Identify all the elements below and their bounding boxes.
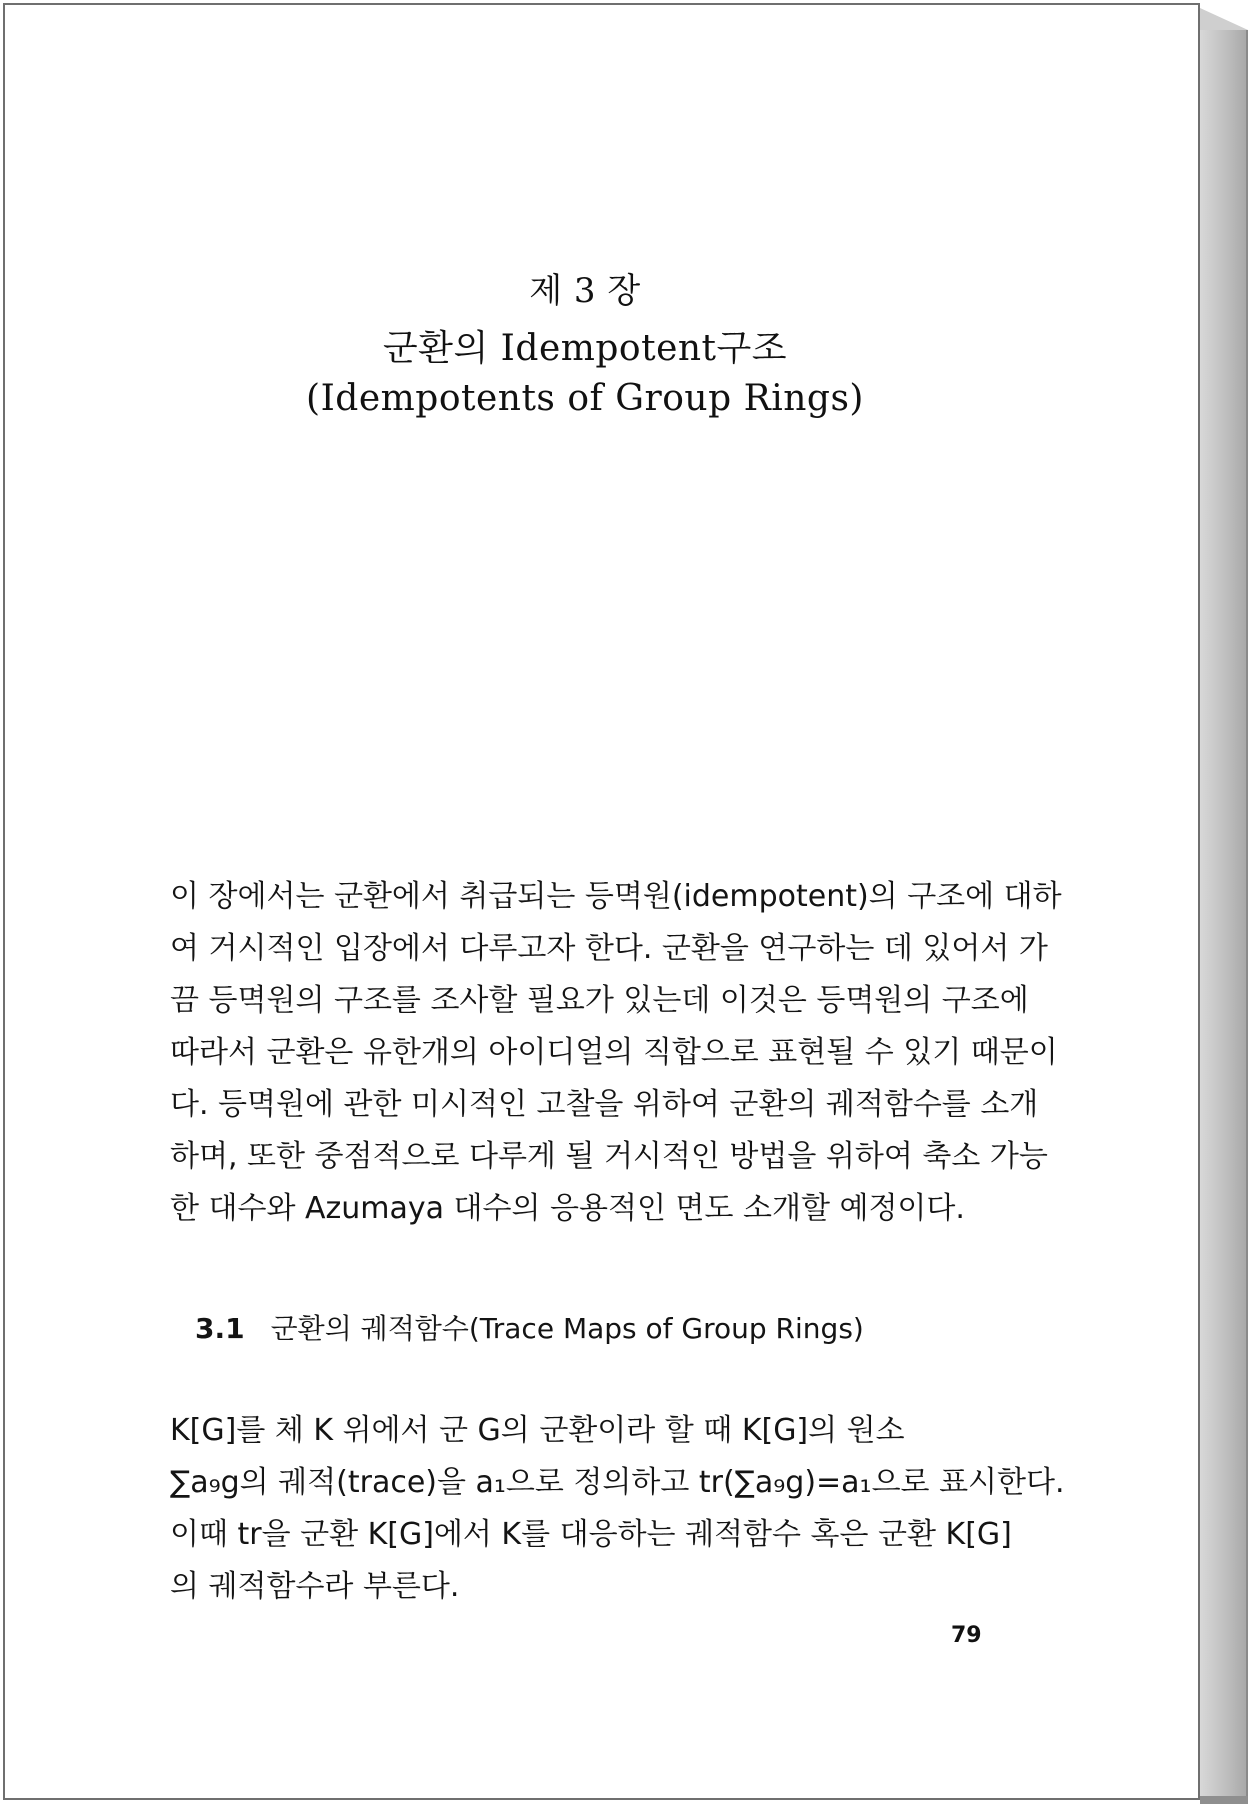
section-heading [195,1307,864,1347]
chapter-number: 제 3 장 [529,271,641,311]
section-line: 의 궤적함수라 부른다. [170,1569,460,1604]
page-stack-bottom [1200,1796,1248,1804]
intro-line: 한 대수와 Azumaya 대수의 응용적인 면도 소개할 예정이다. [170,1191,965,1226]
intro-line: 여 거시적인 입장에서 다루고자 한다. 군환을 연구하는 데 있어서 가 [170,931,1048,966]
intro-line: 끔 등멱원의 구조를 조사할 필요가 있는데 이것은 등멱원의 구조에 [170,983,1029,1018]
intro-line: 이 장에서는 군환에서 취급되는 등멱원(idempotent)의 구조에 대하 [170,879,1062,914]
chapter-title: 군환의 Idempotent구조 [382,328,788,369]
section-title: 군환의 궤적함수(Trace Maps of Group Rings) [270,1312,864,1345]
section-line: 이때 tr을 군환 K[G]에서 K를 대응하는 궤적함수 혹은 군환 K[G] [170,1517,1012,1552]
section-paragraph [170,1405,1065,1613]
page-edge-top [1200,8,1248,30]
section-line: K[G]를 체 K 위에서 군 G의 군환이라 할 때 K[G]의 원소 [170,1413,905,1448]
chapter-subtitle: (Idempotents of Group Rings) [306,378,864,419]
intro-line: 따라서 군환은 유한개의 아이디얼의 직합으로 표현될 수 있기 때문이 [170,1035,1058,1070]
section-line: ∑a₉g의 궤적(trace)을 a₁으로 정의하고 tr(∑a₉g)=a₁으로 표시한다. [170,1465,1065,1500]
intro-paragraph [170,871,1062,1235]
intro-line: 하며, 또한 중점적으로 다루게 될 거시적인 방법을 위하여 축소 가능 [170,1139,1048,1174]
page-stack-edge [1200,30,1248,1796]
section-number: 3.1 [195,1312,245,1345]
intro-line: 다. 등멱원에 관한 미시적인 고찰을 위하여 군환의 궤적함수를 소개 [170,1087,1039,1122]
page-number: 79 [951,1623,982,1648]
book-page [3,3,1200,1800]
